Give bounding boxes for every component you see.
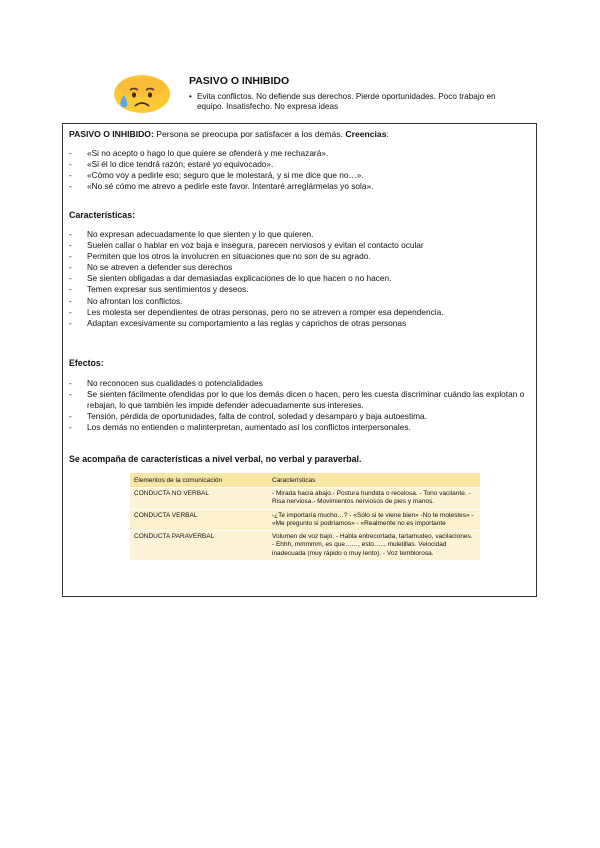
list-item: - Temen expresar sus sentimientos y deseos. [69, 284, 531, 295]
beliefs-list [69, 148, 531, 192]
characteristics-title: Características: [69, 210, 136, 220]
list-item: - No se atreven a defender sus derechos [69, 262, 531, 273]
intro-text: Persona se preocupa por satisfacer a los demás. [153, 129, 346, 139]
list-item: - Suelen callar o hablar en voz baja e insegura, parecen nerviosos y evitan el contacto ocular [69, 240, 531, 251]
list-item: - Permiten que los otros la involucren en situaciones que no son de su agrado. [69, 251, 531, 262]
creencias-colon: : [386, 129, 389, 139]
table-header-row [130, 473, 480, 488]
sad-sweat-face-icon [113, 75, 171, 113]
list-item: - Se sienten obligadas a dar demasiadas explicaciones de lo que hacen o no hacen. [69, 273, 531, 284]
effects-title: Efectos: [69, 358, 104, 368]
list-item: - «Si él lo dice tendrá razón; estaré yo equivocado». [69, 159, 531, 170]
table-header-cell: Características [268, 473, 480, 488]
list-item: - Adaptan excesivamente su comportamiento a las reglas y caprichos de otras personas [69, 318, 531, 329]
table-row [130, 488, 480, 510]
header-description-text: Evita conflictos. No defiende sus derechos. Pierde oportunidades. Poco trabajo en equipo. Insatisfecho. No expresa ideas [197, 92, 496, 111]
table-cell: -¿Te importaría mucho…? - «Sólo si te viene bien» -No te molestes» - «Me pregunto si podríamos» - «Realmente no es importante [268, 509, 480, 531]
list-item: - «Si no acepto o hago lo que quiere se ofenderá y me rechazará». [69, 148, 531, 159]
table-row [130, 509, 480, 531]
communication-table [130, 473, 480, 560]
list-item: - No reconocen sus cualidades o potencialidades [69, 378, 531, 389]
table-cell: Volumen de voz bajo. - Habla entrecortada, tartamudeo, vacilaciones. - Ehhh, mmmmm, es que……, esto….., muletillas. Velocidad inadecuada (muy rápido o muy lento). - Voz temblorosa. [268, 531, 480, 560]
list-item: - No afrontan los conflictos. [69, 296, 531, 307]
list-item: - «Cómo voy a pedirle eso; seguro que le molestará, y si me dice que no…». [69, 170, 531, 181]
header-title: PASIVO O INHIBIDO [189, 75, 290, 87]
table-cell: - Mirada hacia abajo.- Postura hundida o recelosa. - Tono vacilante. - Risa nerviosa.- Movimientos nerviosos de pies y manos. [268, 488, 480, 510]
accompaniment-title: Se acompaña de características a nivel verbal, no verbal y paraverbal. [69, 454, 362, 464]
table-row [130, 531, 480, 560]
characteristics-list [69, 229, 531, 329]
list-item: - Tensión, pérdida de oportunidades, falta de control, soledad y desamparo y baja autoestima. [69, 411, 531, 422]
table-cell: CONDUCTA PARAVERBAL [130, 531, 268, 560]
list-item: - No expresan adecuadamente lo que sienten y lo que quieren. [69, 229, 531, 240]
content-box [62, 123, 537, 597]
header-card [113, 71, 503, 115]
creencias-label: Creencias [345, 129, 387, 139]
list-item: - Se sienten fácilmente ofendidas por lo que los demás dicen o hacen, pero les cuesta discriminar cuándo las explotan o rebajan, lo que también les impide defender adecuadamente sus intereses. [69, 389, 531, 411]
intro-label: PASIVO O INHIBIDO: [69, 129, 154, 139]
list-item: - «No sé cómo me atrevo a pedirle este favor. Intentaré arreglármelas yo sola». [69, 181, 531, 192]
intro-paragraph [69, 129, 531, 140]
effects-list [69, 378, 531, 433]
list-item: - Les molesta ser dependientes de otras personas, pero no se atreven a romper esa dependencia. [69, 307, 531, 318]
table-header-cell: Elementos de la comunicación [130, 473, 268, 488]
table-cell: CONDUCTA NO VERBAL [130, 488, 268, 510]
list-item: - Los demás no entienden o malinterpretan, aumentado así los conflictos interpersonales. [69, 422, 531, 433]
table-cell: CONDUCTA VERBAL [130, 509, 268, 531]
header-description [189, 92, 507, 112]
bullet: • [189, 92, 192, 101]
